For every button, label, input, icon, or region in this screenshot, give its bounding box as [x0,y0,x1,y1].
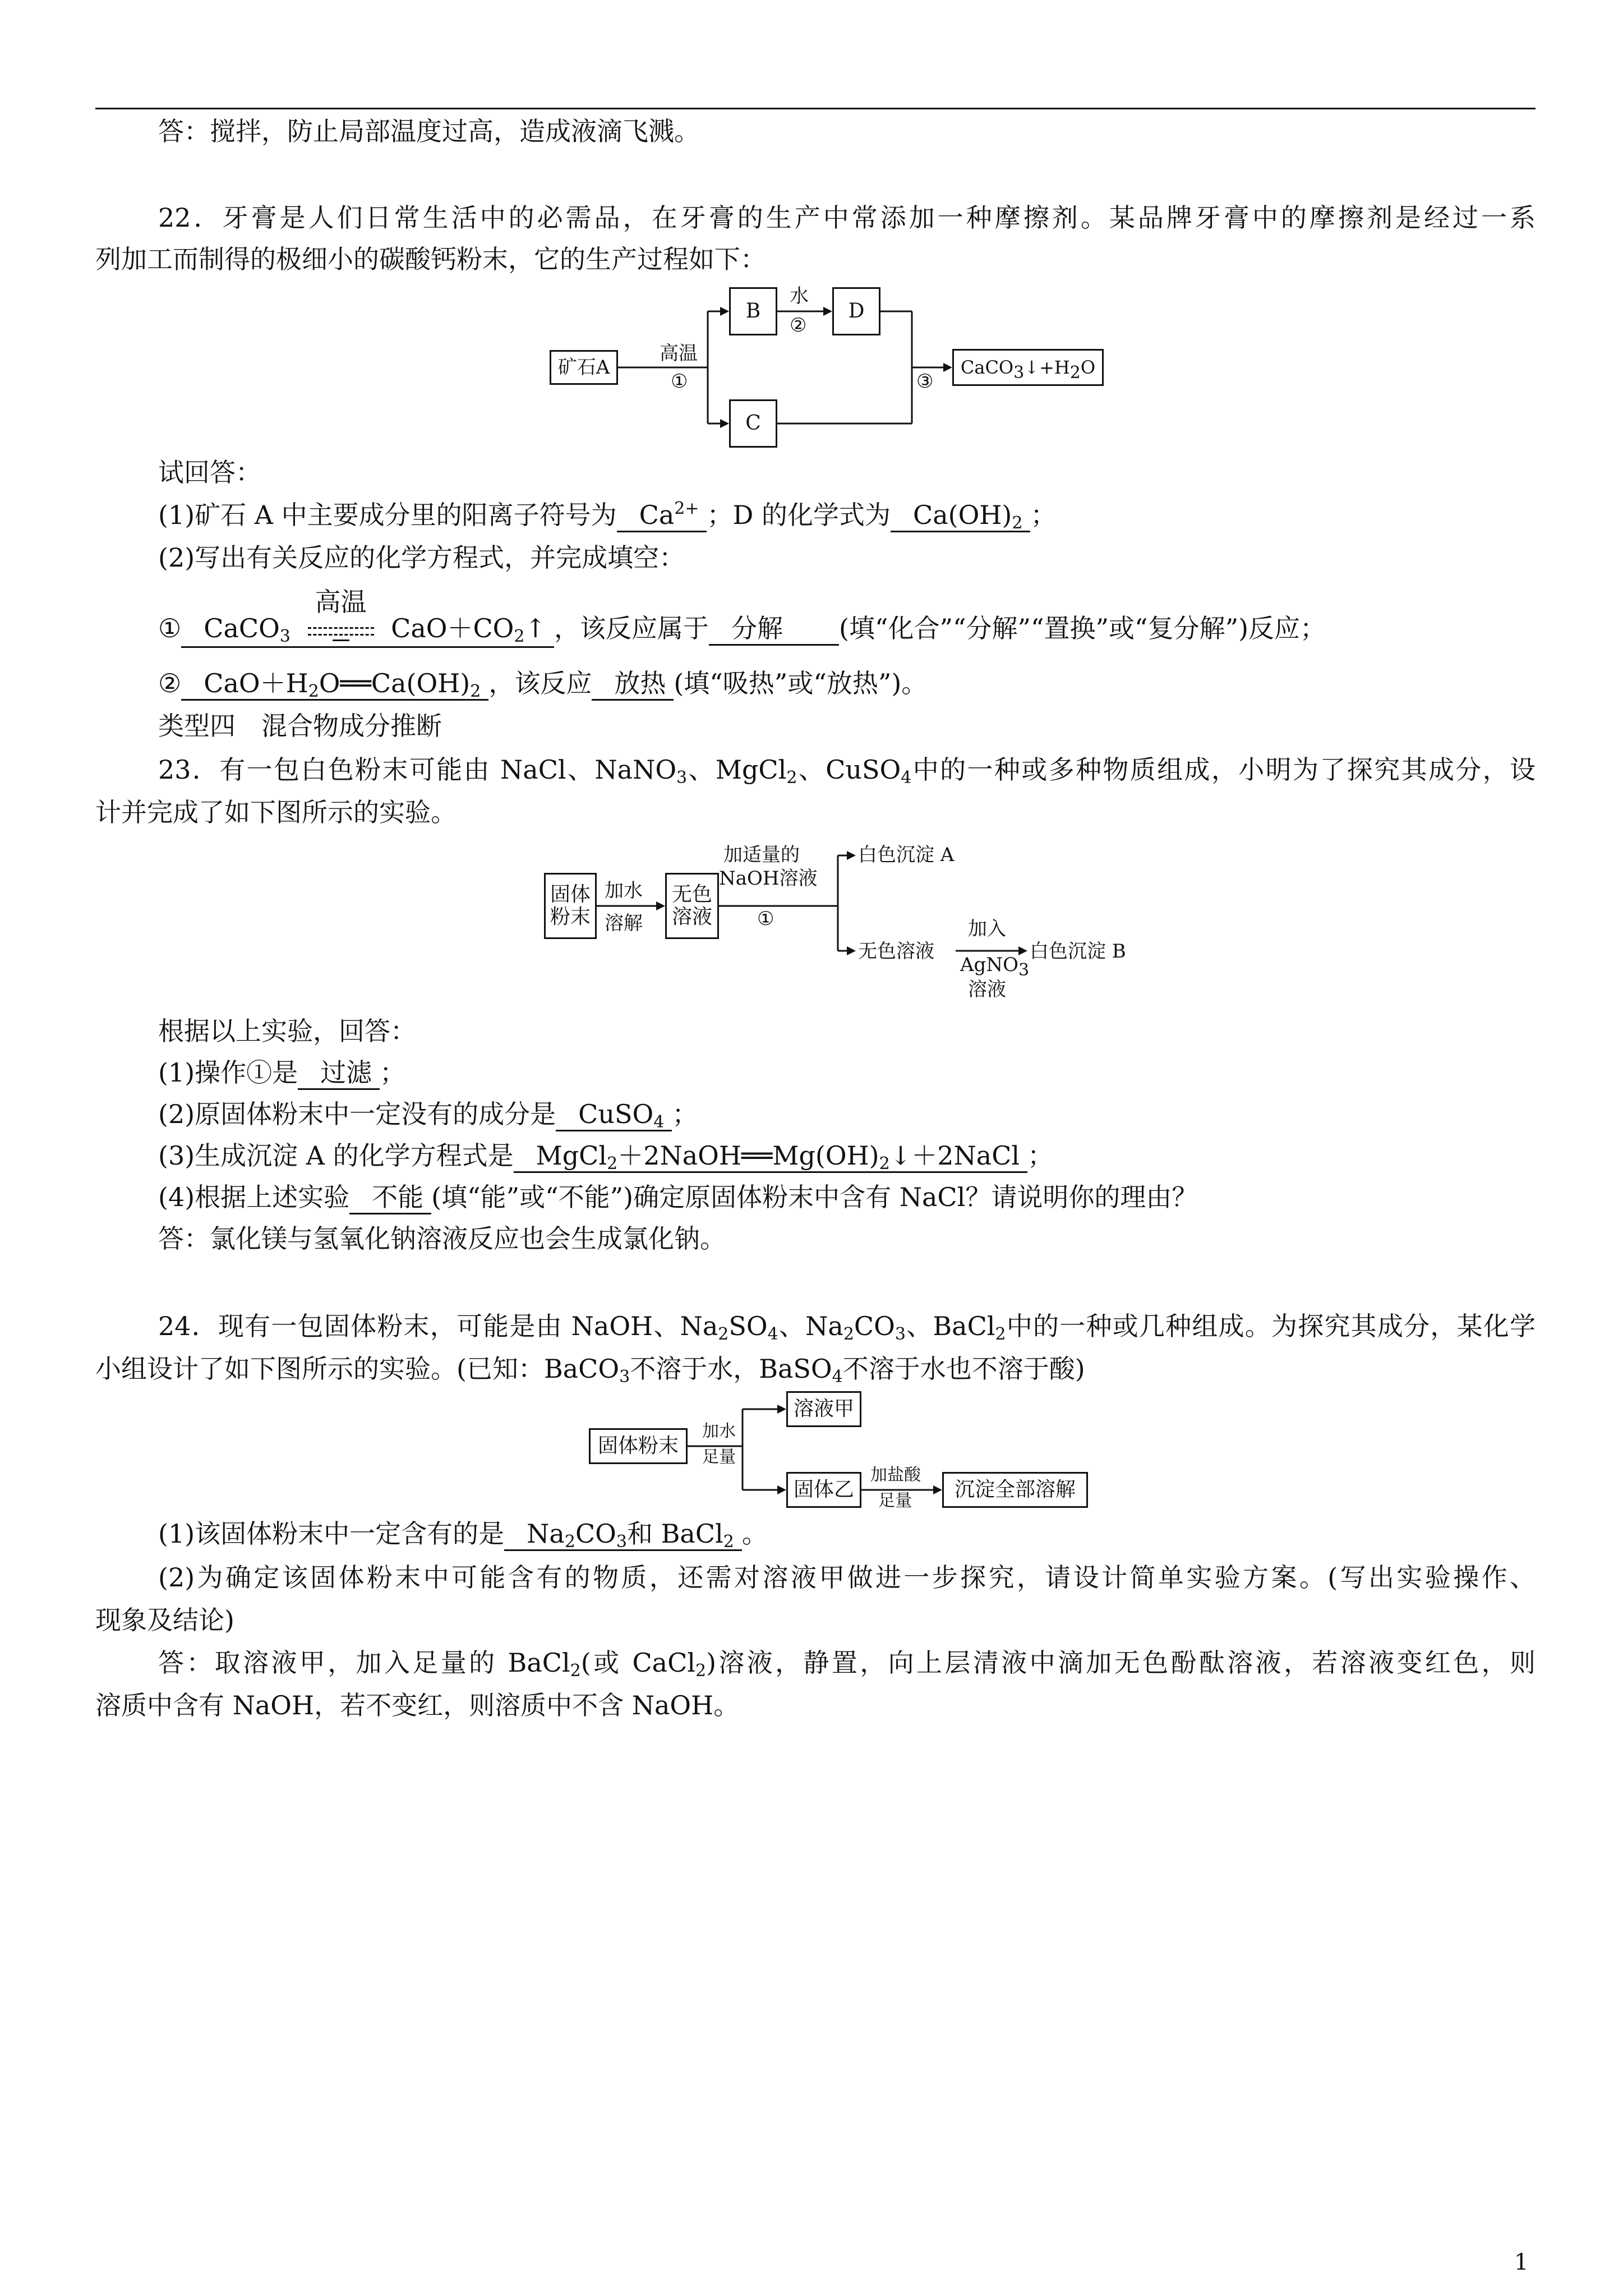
q22-box-c: C [729,399,777,448]
q23-ans-operation: 过滤 [298,1057,380,1090]
q23-ans-equation: $MgCl_2+2NaOH══Mg(OH)_2↓+2NaCl$ [514,1140,1028,1173]
q24-stem-line2: 小组设计了如下图所示的实验。(已知：BaCO$_3$不溶于水，BaSO$_4$不溶于水也不溶于酸) [95,1354,1085,1387]
q22-box-d: D [832,287,880,335]
q23-ans-absent: CuSO$_4$ [556,1098,672,1131]
q22-box-b: B [729,287,777,335]
q23-naoh-label-1: 加适量的 [723,844,800,866]
q24-add-hcl-label: 加盐酸 [870,1465,921,1485]
q23-prompt: 根据以上实验，回答： [158,1016,416,1046]
previous-answer: 答：搅拌，防止局部温度过高，造成液滴飞溅。 [158,116,700,146]
q23-colorless-solution-label: 无色溶液 [858,940,934,963]
q22-equation2: ② $CaO+H_2O══Ca(OH)_2$ ，该反应 放热 (填“吸热”或“放热”)。 [158,668,928,701]
q24-part1: (1)该固体粉末中一定含有的是 $Na_2CO_3$和 BaCl$_2$ 。 [158,1519,768,1552]
q23-step1-label: ① [757,908,774,930]
q23-naoh-label-2: NaOH溶液 [719,867,818,890]
q22-water-label: 水 [790,285,809,307]
q22-step3-label: ③ [916,370,934,393]
q23-part2: (2)原固体粉末中一定没有的成分是 CuSO$_4$ ； [158,1099,698,1132]
q23-add-label: 加入 [968,918,1006,940]
q24-part2-line2: 现象及结论) [95,1605,234,1635]
q24-stem-line1: 24．现有一包固体粉末，可能是由 NaOH、$Na_2SO_4$、$Na_2CO_3$、BaCl$_2$中的一种或几种组成。为探究其成分，某化学 [158,1311,1536,1344]
q23-solution-label: 溶液 [968,978,1006,1001]
q24-solid-powder-box: 固体粉末 [589,1428,688,1464]
q22-eq1-answer: CaCO$_3$ 高温 $CaO+CO_2↑$ [181,613,554,648]
q22-ans-cation: $Ca^{2+}$ [617,499,707,532]
q22-eq1-type-answer: 分解 [709,613,839,646]
q22-eq2-answer: $CaO+H_2O══Ca(OH)_2$ [181,668,488,701]
q22-product-box: $CaCO_3↓+H_2O$ [952,349,1104,386]
q23-dissolve-label: 溶解 [605,912,643,935]
q22-stem-line2: 列加工而制得的极细小的碳酸钙粉末，它的生产过程如下： [95,244,766,274]
q22-step1-label: ① [671,370,688,393]
q24-enough-label: 足量 [702,1447,736,1467]
q22-step2-label: ② [790,314,807,337]
q24-solution-a-box: 溶液甲 [786,1391,861,1427]
q24-part2-line1: (2)为确定该固体粉末中可能含有的物质，还需对溶液甲做进一步探究，请设计简单实验方案。(写出实验操作、 [158,1562,1536,1593]
q22-stem-line1: 22．牙膏是人们日常生活中的必需品，在牙膏的生产中常添加一种摩擦剂。某品牌牙膏中的摩擦剂是经过一系 [158,203,1536,233]
q24-enough2-label: 足量 [878,1491,912,1511]
section-heading: 类型四 混合物成分推断 [158,711,442,741]
q24-answer-line1: 答：取溶液甲，加入足量的 BaCl$_2$(或 CaCl$_2$)溶液，静置，向上层清液中滴加无色酚酞溶液，若溶液变红色，则 [158,1648,1536,1681]
q23-part3: (3)生成沉淀 A 的化学方程式是 $MgCl_2+2NaOH══Mg(OH)_2↓+2NaCl$ ； [158,1140,1054,1174]
q24-solid-b-box: 固体乙 [786,1472,861,1508]
q22-eq2-heat-answer: 放热 [592,668,674,701]
q23-add-water-label: 加水 [605,880,643,902]
q24-result-box: 沉淀全部溶解 [942,1472,1088,1508]
q22-part1: (1)矿石 A 中主要成分里的阳离子符号为 $Ca^{2+}$ ；D 的化学式为 $Ca(OH)_2$ ； [158,499,1057,533]
q22-ans-d-formula: $Ca(OH)_2$ [891,499,1030,532]
q22-equation1: ① CaCO$_3$ 高温 $CaO+CO_2↑$ ，该反应属于 分解 (填“化合”“分解”“置换”或“复分解”)反应； [158,611,1326,648]
q23-stem-line1: 23．有一包白色粉末可能由 NaCl、NaNO$_3$、MgCl$_2$、CuSO$_4$中的一种或多种物质组成，小明为了探究其成分，设 [158,754,1536,788]
q23-white-precipitate-a: 白色沉淀 A [858,844,955,866]
q22-eq1-condition: 高温 [299,613,383,646]
q23-white-precipitate-b: 白色沉淀 B [1030,940,1126,963]
q23-colorless-solution-box: 无色 溶液 [665,873,719,939]
q24-add-water-label: 加水 [702,1421,736,1441]
q23-stem-line2: 计并完成了如下图所示的实验。 [95,797,457,827]
q24-answer-line2: 溶质中含有 NaOH，若不变红，则溶质中不含 NaOH。 [95,1690,740,1720]
q24-ans-definite: $Na_2CO_3$和 BaCl$_2$ [504,1518,742,1551]
q22-ore-box: 矿石A [550,350,618,385]
q22-prompt: 试回答： [158,457,261,487]
q23-answer: 答：氯化镁与氢氧化钠溶液反应也会生成氯化钠。 [158,1223,726,1254]
q22-part2: (2)写出有关反应的化学方程式，并完成填空： [158,542,685,573]
q23-part1: (1)操作①是 过滤 ； [158,1056,405,1090]
q23-ans-can-determine: 不能 [349,1181,431,1214]
q23-solid-powder-box: 固体 粉末 [544,873,597,939]
q22-high-temp-label: 高温 [660,342,698,365]
q23-part4: (4)根据上述实验 不能 (填“能”或“不能”)确定原固体粉末中含有 NaCl？请说明你的理由？ [158,1180,1197,1214]
page-number: 1 [1514,2249,1529,2275]
q23-agno3-label: AgNO$_3$ [960,954,1030,980]
